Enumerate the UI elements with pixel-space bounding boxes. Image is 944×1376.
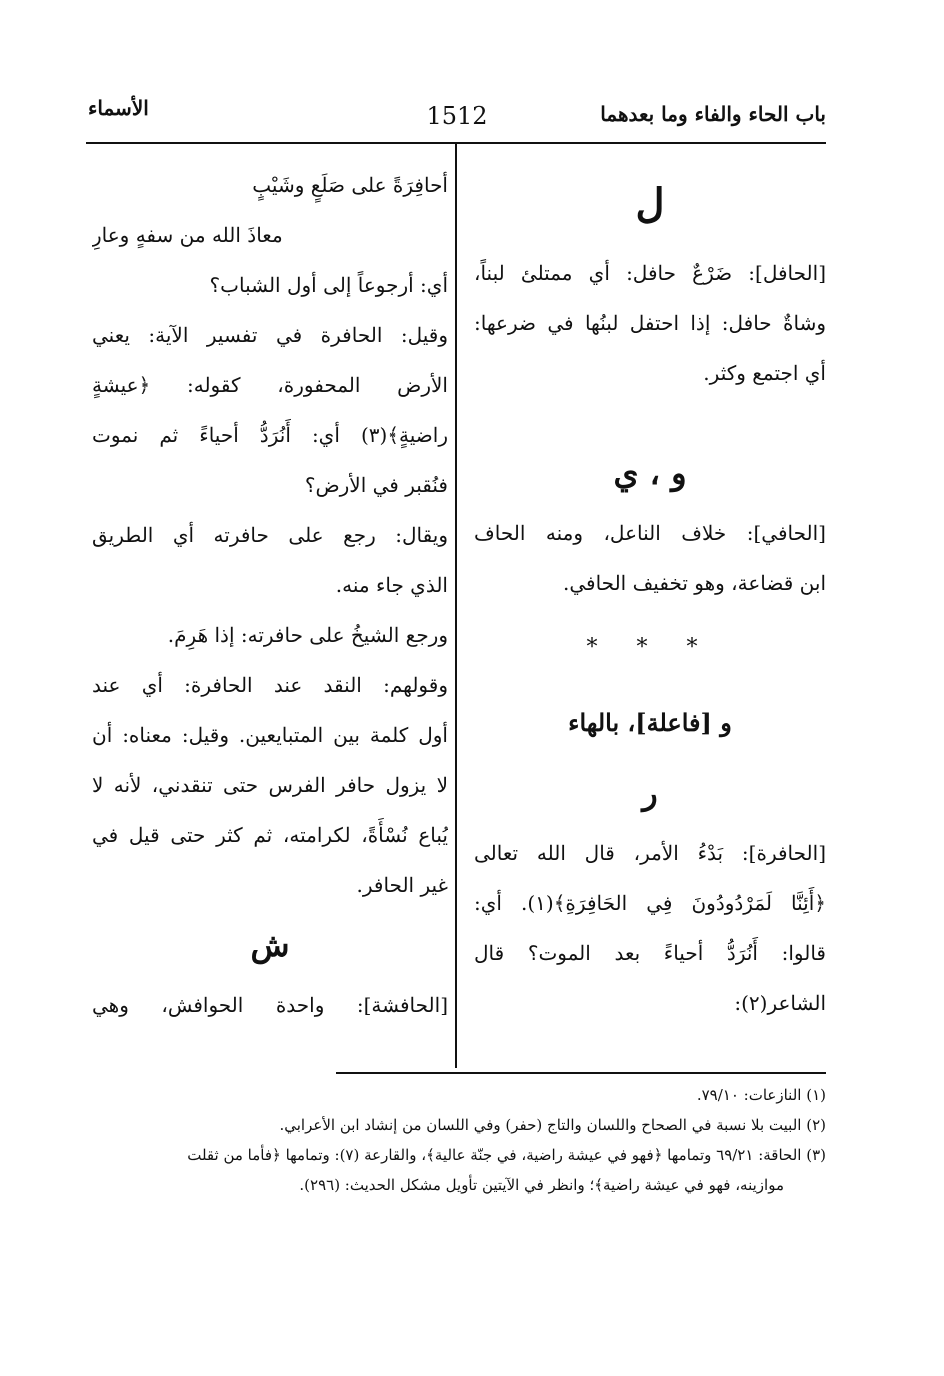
entry-hafi-line-2: ابن قضاعة، وهو تخفيف الحافي. bbox=[563, 571, 826, 595]
footnote-1: (١) النازعات: ٧٩/١٠. bbox=[696, 1086, 826, 1104]
letter-heading-shin: ش bbox=[250, 926, 290, 964]
footnote-3-line-2: موازينه، فهو في عيشة راضية﴾؛ وانظر في الآيتين تأويل مشكل الحديث: (٢٩٦). bbox=[299, 1176, 784, 1194]
letter-heading-lam: ل bbox=[635, 180, 665, 227]
letter-heading-ra: ر bbox=[642, 774, 658, 812]
footnotes bbox=[116, 1080, 826, 1200]
text-line-8: ويقال: رجع على حافرته أي الطريق bbox=[92, 523, 448, 547]
footnote-rule bbox=[336, 1072, 826, 1074]
entry-hafira-line-2: ﴿أَئِنَّا لَمَرْدُودُونَ فِي الحَافِرَةِ﴾(١). أي: bbox=[474, 891, 826, 915]
text-line-4: وقيل: الحافرة في تفسير الآية: يعني bbox=[92, 323, 448, 347]
right-column bbox=[474, 160, 826, 1028]
footnote-3-line-1: (٣) الحاقة: ٦٩/٢١ وتمامها ﴿فهو في عيشة راضية، في جنّة عالية﴾، والقارعة (٧): وتمامها ﴿فأما من ثقلت bbox=[187, 1146, 826, 1164]
footnote-2: (٢) البيت بلا نسبة في الصحاح واللسان والتاج (حفر) وفي اللسان من إنشاد ابن الأعرابي. bbox=[279, 1116, 826, 1134]
entry-hafira-line-3: قالوا: أَنُرَدُّ أحياءً بعد الموت؟ قال bbox=[474, 941, 826, 965]
verse-hemistich-1: أحافِرَةً على صَلَعٍ وشَيْبٍ bbox=[252, 173, 448, 197]
text-line-11: وقولهم: النقد عند الحافرة: أي عند bbox=[92, 673, 448, 697]
text-line-3: أي: أرجوعاً إلى أول الشباب؟ bbox=[209, 273, 448, 297]
text-line-13: لا يزول حافر الفرس حتى تنقدني، لأنه لا bbox=[92, 773, 448, 797]
entry-hafi-line-1: [الحافي]: خلاف الناعل، ومنه الحاف bbox=[474, 521, 826, 545]
verse-hemistich-2: معاذَ الله من سفهٍ وعارِ bbox=[92, 223, 283, 247]
text-line-16: [الحافشة]: واحدة الحوافش، وهي bbox=[92, 993, 448, 1017]
column-divider bbox=[455, 144, 457, 1068]
text-line-15: غير الحافر. bbox=[356, 873, 448, 897]
letter-heading-waw-ya: و ، ي bbox=[613, 454, 687, 492]
spacer bbox=[474, 398, 826, 438]
section-separator-stars: * * * bbox=[586, 635, 714, 660]
page-number: 1512 bbox=[426, 102, 488, 130]
chapter-title: باب الحاء والفاء وما بعدهما bbox=[600, 102, 826, 126]
section-title: الأسماء bbox=[88, 96, 149, 120]
entry-hafil-line-1: [الحافل]: ضَرْعٌ حافل: أي ممتلئ لبناً، bbox=[474, 261, 826, 285]
text-line-12: أول كلمة بين المتبايعين. وقيل: معناه: أن bbox=[92, 723, 448, 747]
section-heading-faila: و [فاعلة]، بالهاء bbox=[568, 708, 732, 737]
text-line-14: يُباع نُسْأَةً، لكرامته، ثم كثر حتى قيل في bbox=[92, 823, 448, 847]
entry-hafil-line-2: وشاةٌ حافل: إذا احتفل لبنُها في ضرعها: bbox=[474, 311, 826, 335]
entry-hafil-line-3: أي اجتمع وكثر. bbox=[703, 361, 826, 385]
text-line-10: ورجع الشيخُ على حافرته: إذا هَرِمَ. bbox=[167, 623, 448, 647]
text-line-7: فنُقبر في الأرض؟ bbox=[304, 473, 448, 497]
entry-hafira-line-4: الشاعر(٢): bbox=[734, 991, 826, 1015]
page-header bbox=[88, 96, 826, 136]
text-line-6: راضيةٍ﴾(٣) أي: أَنُرَدُّ أحياءً ثم نموت bbox=[92, 423, 448, 447]
text-line-5: الأرض المحفورة، كقوله: ﴿عيشةٍ bbox=[92, 373, 448, 397]
text-line-9: الذي جاء منه. bbox=[335, 573, 448, 597]
entry-hafira-line-1: [الحافرة]: بَدْءُ الأمر، قال الله تعالى bbox=[474, 841, 826, 865]
left-column bbox=[92, 160, 448, 1030]
